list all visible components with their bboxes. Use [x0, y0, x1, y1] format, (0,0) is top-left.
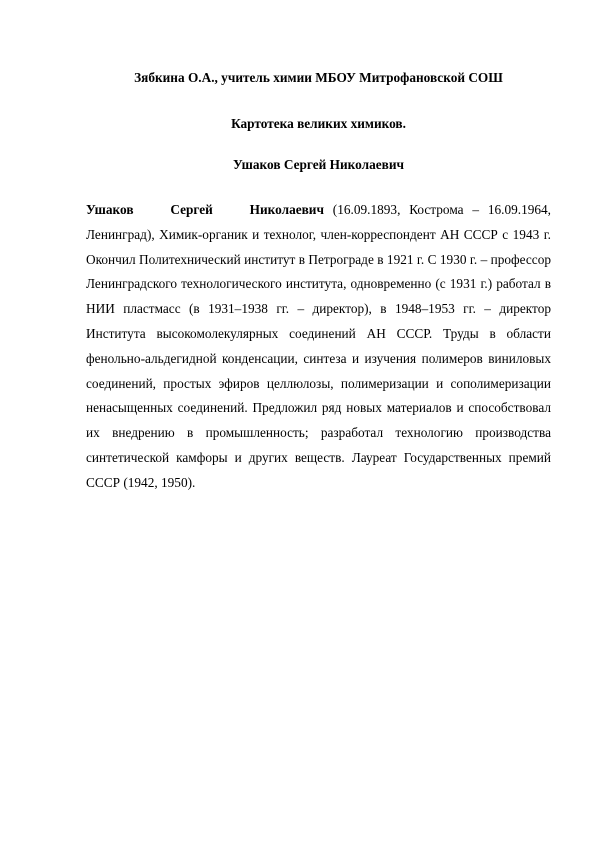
biography-paragraph [86, 198, 551, 496]
document-title: Картотека великих химиков. [231, 116, 406, 131]
biography-text: (16.09.1893, Кострома – 16.09.1964, Ленинград), Химик-органик и технолог, член-корреспондент АН СССР с 1943 г. Окончил Политехнический институт в Петрограде в 1921 г. С 1930 г. – профессор Ленинградского технологического института, одновременно (с 1931 г.) работал в НИИ пластмасс (в 1931–1938 гг. – директор), в 1948–1953 гг. – директор Института высокомолекулярных соединений АН СССР. Труды в области фенольно-альдегидной конденсации, синтеза и изучения полимеров виниловых соединений, простых эфиров целлюлозы, полимеризации и сополимеризации ненасыщенных соединений. Предложил ряд новых материалов и способствовал их внедрению в промышленность; разработал технологию производства синтетической камфоры и других веществ. Лауреат Государственных премий СССР (1942, 1950). [86, 202, 551, 490]
author-line: Зябкина О.А., учитель химии МБОУ Митрофановской СОШ [134, 70, 503, 85]
chemist-name-heading: Ушаков Сергей Николаевич [233, 157, 404, 172]
biography-lead-name: Ушаков Сергей Николаевич [86, 202, 324, 217]
